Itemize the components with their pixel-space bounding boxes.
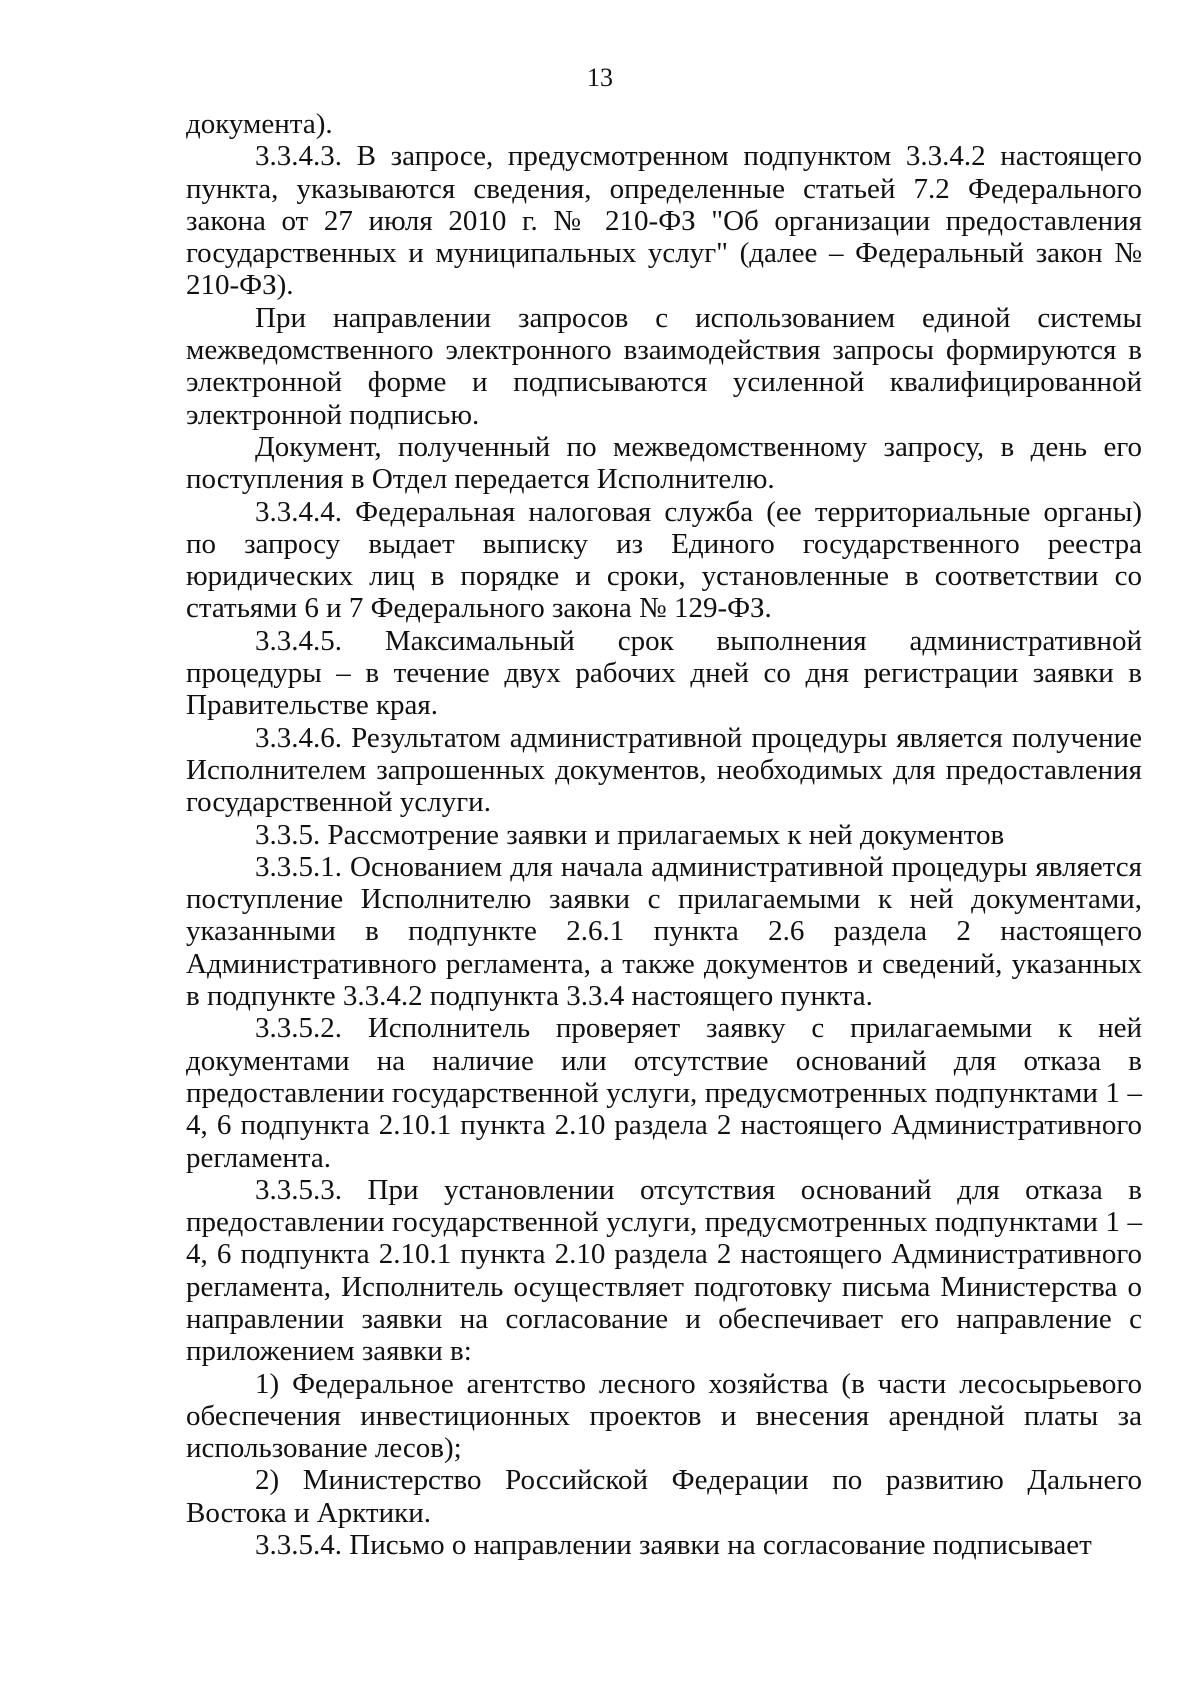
paragraph: 3.3.4.3. В запросе, предусмотренном подпунктом 3.3.4.2 настоящего пункта, указываются сведения, определенные статьей 7.2 Федерального закона от 27 июля 2010 г. № 210-ФЗ "Об организации предоставления государственных и муниципальных услуг" (далее – Федеральный закон № 210-ФЗ).: [186, 140, 1142, 302]
paragraph: 3.3.5. Рассмотрение заявки и прилагаемых к ней документов: [255, 818, 1005, 851]
document-body: [186, 108, 1142, 1561]
paragraph: 3.3.5.1. Основанием для начала административной процедуры является поступление Исполнителю заявки с прилагаемыми к ней документами, указанными в подпункте 2.6.1 пункта 2.6 раздела 2 настоящего Административного регламента, а также документов и сведений, указанных в подпункте 3.3.4.2 подпункта 3.3.4 настоящего пункта.: [186, 850, 1142, 1013]
paragraph: 3.3.4.4. Федеральная налоговая служба (ее территориальные органы) по запросу выдает выписку из Единого государственного реестра юридических лиц в порядке и сроки, установленные в соответствии со статьями 6 и 7 Федерального закона № 129-ФЗ.: [186, 495, 1142, 625]
paragraph: 3.3.4.6. Результатом административной процедуры является получение Исполнителем запрошенных документов, необходимых для предоставления государственной услуги.: [186, 721, 1142, 819]
paragraph: 2) Министерство Российской Федерации по развитию Дальнего Востока и Арктики.: [186, 1464, 1142, 1529]
page-number: 13: [587, 63, 613, 92]
paragraph: При направлении запросов с использованием единой системы межведомственного электронного взаимодействия запросы формируются в электронной форме и подписываются усиленной квалифицированной электронной подписью.: [186, 301, 1142, 431]
paragraph: Документ, полученный по межведомственному запросу, в день его поступления в Отдел передается Исполнителю.: [186, 430, 1142, 496]
paragraph: 1) Федеральное агентство лесного хозяйства (в части лесосырьевого обеспечения инвестиционных проектов и внесения арендной платы за использование лесов);: [186, 1367, 1142, 1465]
paragraph: 3.3.5.4. Письмо о направлении заявки на согласование подписывает: [255, 1529, 1092, 1562]
paragraph: документа).: [186, 108, 333, 140]
paragraph: 3.3.5.2. Исполнитель проверяет заявку с прилагаемыми к ней документами на наличие или отсутствие оснований для отказа в предоставлении государственной услуги, предусмотренных подпунктами 1 – 4, 6 подпункта 2.10.1 пункта 2.10 раздела 2 настоящего Административного регламента.: [186, 1012, 1142, 1174]
paragraph: 3.3.5.3. При установлении отсутствия оснований для отказа в предоставлении государственной услуги, предусмотренных подпунктами 1 – 4, 6 подпункта 2.10.1 пункта 2.10 раздела 2 настоящего Административного регламента, Исполнитель осуществляет подготовку письма Министерства о направлении заявки на согласование и обеспечивает его направление с приложением заявки в:: [186, 1173, 1142, 1368]
paragraph: 3.3.4.5. Максимальный срок выполнения административной процедуры – в течение двух рабочих дней со дня регистрации заявки в Правительстве края.: [186, 624, 1142, 722]
